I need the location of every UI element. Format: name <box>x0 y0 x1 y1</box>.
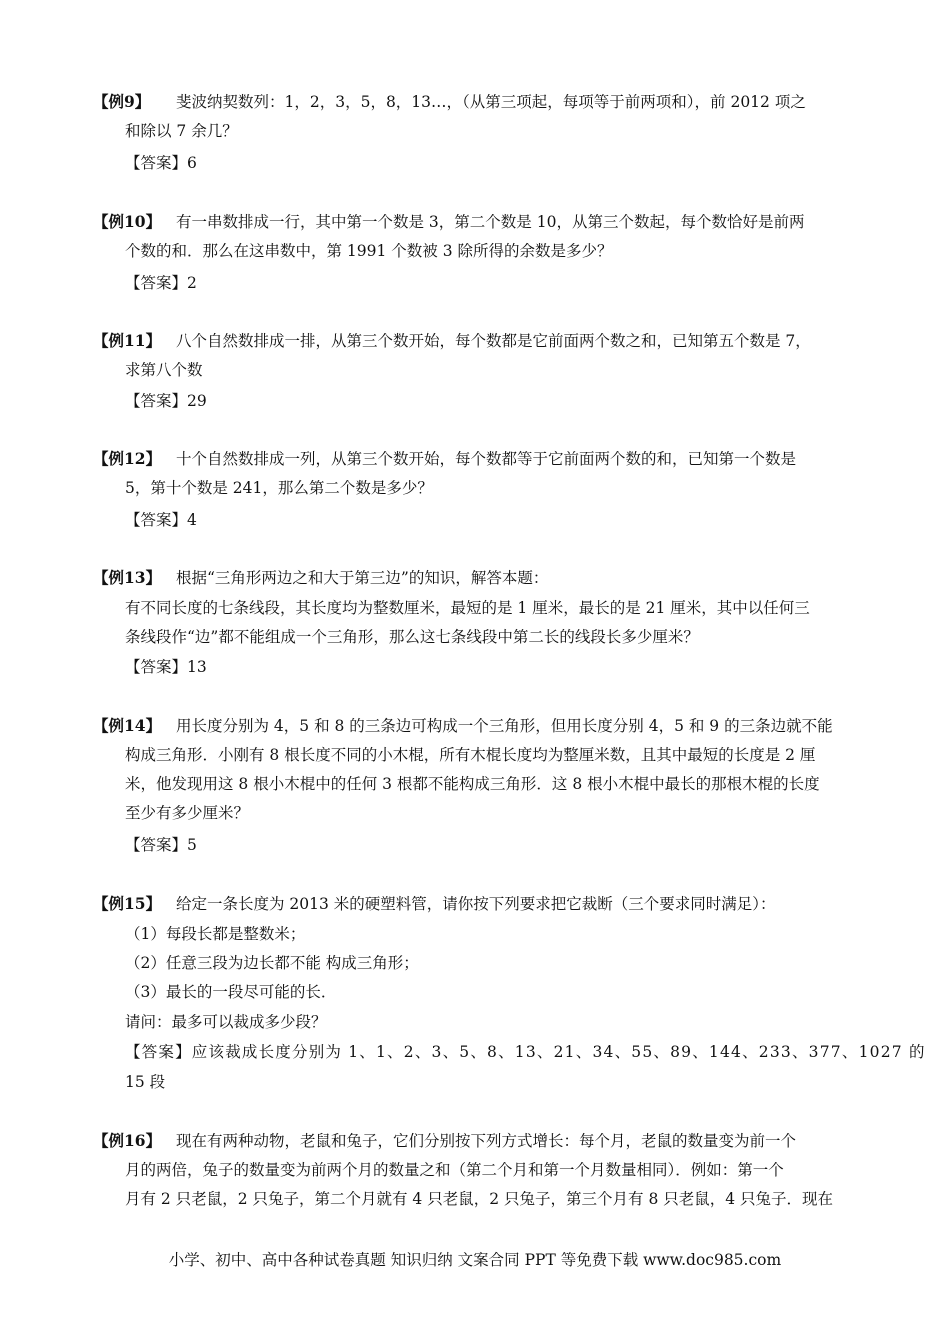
question-line: 现在有两种动物，老鼠和兔子，它们分别按下列方式增长：每个月，老鼠的数量变为前一个 <box>176 1132 797 1150</box>
question-line: 个数的和．那么在这串数中，第 1991 个数被 3 除所得的余数是多少？ <box>125 242 613 260</box>
example-label: 【例9】 <box>93 92 151 111</box>
question-line: （1）每段长都是整数米； <box>125 925 306 943</box>
example-label: 【例12】 <box>93 449 162 468</box>
example-label: 【例14】 <box>93 716 162 735</box>
answer-continuation: 15 段 <box>125 1073 166 1091</box>
question-line: 有一串数排成一行，其中第一个数是 3，第二个数是 10，从第三个数起，每个数恰好是前两 <box>176 213 805 231</box>
example-label: 【例11】 <box>93 331 162 350</box>
question-line: 条线段作“边”都不能组成一个三角形，那么这七条线段中第二长的线段长多少厘米？ <box>125 628 699 646</box>
question-line: 十个自然数排成一列，从第三个数开始，每个数都等于它前面两个数的和，已知第一个数是 <box>176 450 797 468</box>
answer-line: 【答案】5 <box>125 836 197 854</box>
question-line: 米，他发现用这 8 根小木棍中的任何 3 根都不能构成三角形．这 8 根小木棍中最长的那根木棍的长度 <box>125 775 820 793</box>
question-line: 构成三角形．小刚有 8 根长度不同的小木棍，所有木棍长度均为整厘米数，且其中最短的长度是 2 厘 <box>125 746 816 764</box>
answer-line: 【答案】4 <box>125 511 197 529</box>
question-line: 给定一条长度为 2013 米的硬塑料管，请你按下列要求把它裁断（三个要求同时满足）： <box>176 895 776 913</box>
example-label: 【例15】 <box>93 894 162 913</box>
question-line: 和除以 7 余几？ <box>125 122 238 140</box>
page-footer: 小学、初中、高中各种试卷真题 知识归纳 文案合同 PPT 等免费下载 www.doc985.com <box>168 1251 782 1269</box>
answer-line: 【答案】6 <box>125 154 197 172</box>
question-line: 八个自然数排成一排，从第三个数开始，每个数都是它前面两个数之和，已知第五个数是 7， <box>176 332 811 350</box>
answer-line: 【答案】2 <box>125 274 197 292</box>
answer-line: 【答案】29 <box>125 392 207 410</box>
answer-line: 【答案】应该裁成长度分别为 1、1、2、3、5、8、13、21、34、55、89、144、233、377、1027 的 <box>125 1043 926 1061</box>
question-line: 有不同长度的七条线段，其长度均为整数厘米，最短的是 1 厘米，最长的是 21 厘米，其中以任何三 <box>125 599 810 617</box>
question-line: 至少有多少厘米？ <box>125 804 250 822</box>
question-line: （2）任意三段为边长都不能 构成三角形； <box>125 954 419 972</box>
question-line: 用长度分别为 4，5 和 8 的三条边可构成一个三角形，但用长度分别 4，5 和 9 的三条边就不能 <box>176 717 833 735</box>
question-line: 月有 2 只老鼠，2 只兔子，第二个月就有 4 只老鼠，2 只兔子，第三个月有 8 只老鼠，4 只兔子．现在 <box>125 1190 834 1208</box>
question-line: （3）最长的一段尽可能的长． <box>125 983 337 1001</box>
example-label: 【例13】 <box>93 568 162 587</box>
question-line: 请问：最多可以裁成多少段？ <box>125 1013 327 1031</box>
question-line: 5，第十个数是 241，那么第二个数是多少？ <box>125 479 433 497</box>
question-line: 斐波纳契数列：1，2，3，5，8，13…，（从第三项起，每项等于前两项和），前 2012 项之 <box>176 93 806 111</box>
example-label: 【例16】 <box>93 1131 162 1150</box>
example-label: 【例10】 <box>93 212 162 231</box>
question-line: 求第八个数 <box>125 361 203 379</box>
question-line: 月的两倍，兔子的数量变为前两个月的数量之和（第二个月和第一个月数量相同）．例如：第一个 <box>125 1161 784 1179</box>
answer-line: 【答案】13 <box>125 658 207 676</box>
question-line: 根据“三角形两边之和大于第三边”的知识，解答本题： <box>176 569 549 587</box>
